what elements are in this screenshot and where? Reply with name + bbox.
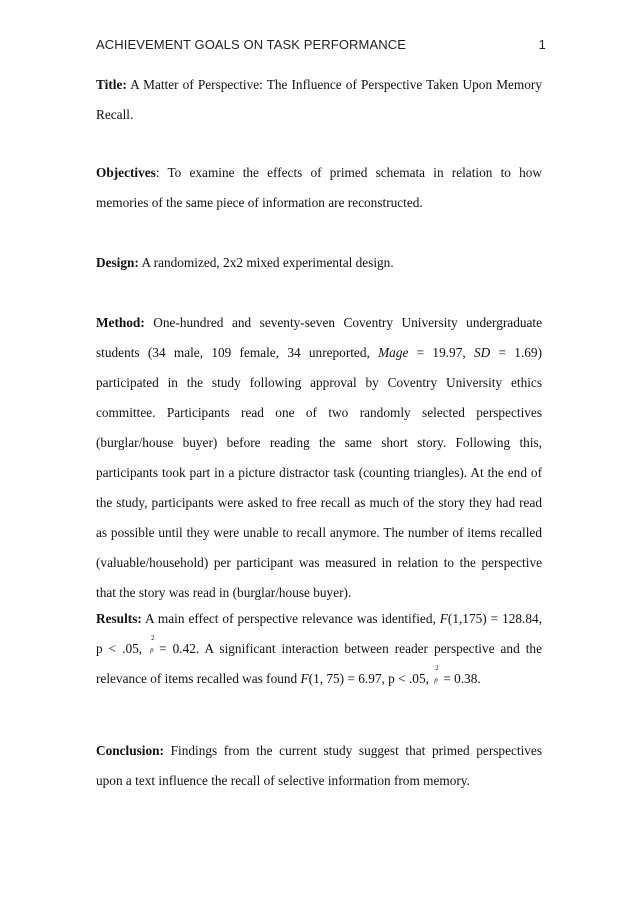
method-text-b: = 1.69) participated in the study following approval by Coventry University ethics committee. Participants read one of two randomly selected perspectives (burglar/house buyer) before reading the same short story. Following this, participants took part in a picture distractor task (counting triangles). At the end of the study, participants were asked to free recall as much of the story they had read as possible until they were unable to recall anymore. The number of items recalled (valuable/household) per participant was measured in relation to the perspective that the story was read in (burglar/house buyer). xyxy=(96,345,542,600)
results-text-e: = 0.38. xyxy=(443,671,481,686)
objectives-text: : To examine the effects of primed schemata in relation to how memories of the same piece of information are reconstructed. xyxy=(96,165,542,210)
partial-eta-squared-2 xyxy=(433,663,442,687)
results-text-b: (1,175) = 128.84, p < .05, xyxy=(96,611,542,656)
design-label: Design: xyxy=(96,255,139,270)
title-label: Title: xyxy=(96,77,127,92)
design-section xyxy=(96,248,542,278)
title-section xyxy=(96,70,542,130)
title-text: A Matter of Perspective: The Influence of Perspective Taken Upon Memory Recall. xyxy=(96,77,542,122)
design-text: A randomized, 2x2 mixed experimental design. xyxy=(141,255,394,270)
method-label: Method: xyxy=(96,315,145,330)
f-stat-1: F xyxy=(439,611,448,626)
mage-label: Mage xyxy=(378,345,409,360)
conclusion-text: Findings from the current study suggest that primed perspectives upon a text influence the recall of selective information from memory. xyxy=(96,743,542,788)
eta-sub-2: p xyxy=(434,675,438,684)
method-section xyxy=(96,308,542,608)
results-text-d: (1, 75) = 6.97, p < .05, xyxy=(308,671,433,686)
objectives-label: Objectives xyxy=(96,165,156,180)
results-text-a: A main effect of perspective relevance was identified, xyxy=(145,611,440,626)
method-text-a: One-hundred and seventy-seven Coventry University undergraduate students (34 male, 109 female, 34 unreported, xyxy=(96,315,542,360)
sd-label: SD xyxy=(473,345,491,360)
eta-sub-1: p xyxy=(150,645,154,654)
results-text-c: = 0.42. A significant interaction between reader perspective and the relevance of items recalled was found xyxy=(96,641,542,686)
mage-value: = 19.97, xyxy=(408,345,474,360)
conclusion-section xyxy=(96,736,542,796)
running-title: ACHIEVEMENT GOALS ON TASK PERFORMANCE xyxy=(96,37,406,52)
results-section xyxy=(96,604,542,694)
eta-sup-2: 2 xyxy=(435,663,439,672)
page-number: 1 xyxy=(538,37,546,52)
f-stat-2: F xyxy=(300,671,309,686)
results-label: Results: xyxy=(96,611,142,626)
eta-sup-1: 2 xyxy=(151,633,155,642)
running-head xyxy=(96,37,546,52)
partial-eta-squared-1 xyxy=(149,633,158,657)
objectives-section xyxy=(96,158,542,218)
conclusion-label: Conclusion: xyxy=(96,743,164,758)
